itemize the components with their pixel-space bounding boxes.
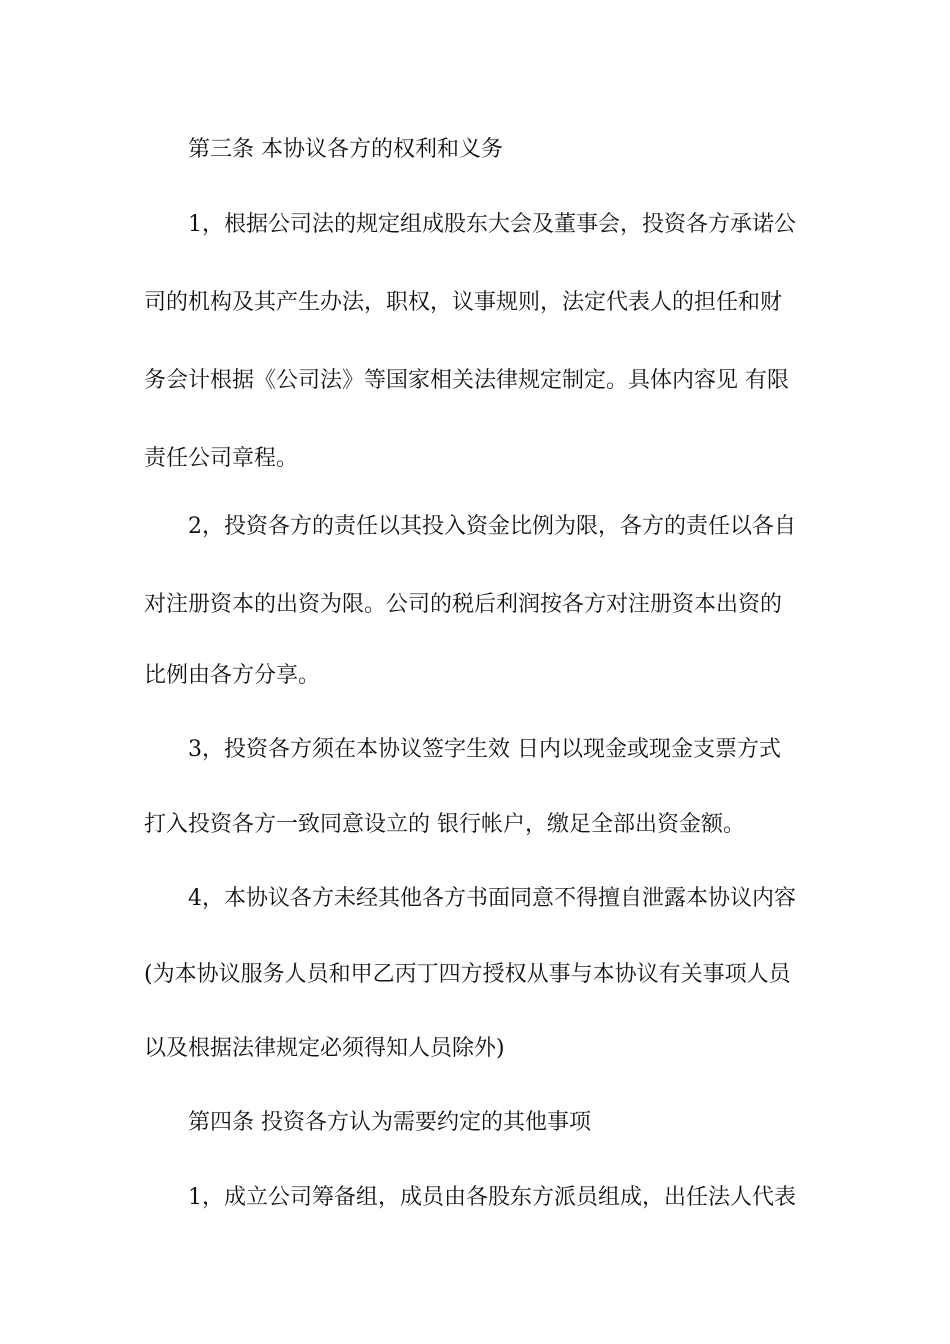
article-3-clause-3-line-1: 3，投资各方须在本协议签字生效 日内以现金或现金支票方式 [188, 737, 781, 762]
article-3-clause-2-line-2: 对注册资本的出资为限。公司的税后利润按各方对注册资本出资的 [144, 592, 783, 617]
article-3-clause-3-line-2: 打入投资各方一致同意设立的 银行帐户，缴足全部出资金额。 [144, 812, 745, 837]
article-3-clause-1-line-3: 务会计根据《公司法》等国家相关法律规定制定。具体内容见 有限 [144, 368, 789, 393]
article-3-clause-2-line-1: 2，投资各方的责任以其投入资金比例为限，各方的责任以各自 [188, 514, 796, 539]
article-3-clause-2-line-3: 比例由各方分享。 [144, 663, 321, 688]
article-3-clause-4-line-2: (为本协议服务人员和甲乙丙丁四方授权从事与本协议有关事项人员 [144, 962, 791, 987]
article-3-clause-4-line-1: 4，本协议各方未经其他各方书面同意不得擅自泄露本协议内容 [188, 886, 796, 911]
article-3-heading: 第三条 本协议各方的权利和义务 [188, 137, 503, 162]
article-4-clause-1-line-1: 1，成立公司筹备组，成员由各股东方派员组成，出任法人代表 [188, 1185, 796, 1210]
article-3-clause-1-line-1: 1，根据公司法的规定组成股东大会及董事会，投资各方承诺公 [188, 212, 796, 237]
article-3-clause-1-line-4: 责任公司章程。 [144, 446, 299, 471]
article-3-clause-1-line-2: 司的机构及其产生办法，职权，议事规则，法定代表人的担任和财 [144, 290, 783, 315]
article-3-clause-4-line-3: 以及根据法律规定必须得知人员除外) [144, 1036, 505, 1061]
article-4-heading: 第四条 投资各方认为需要约定的其他事项 [188, 1110, 591, 1135]
